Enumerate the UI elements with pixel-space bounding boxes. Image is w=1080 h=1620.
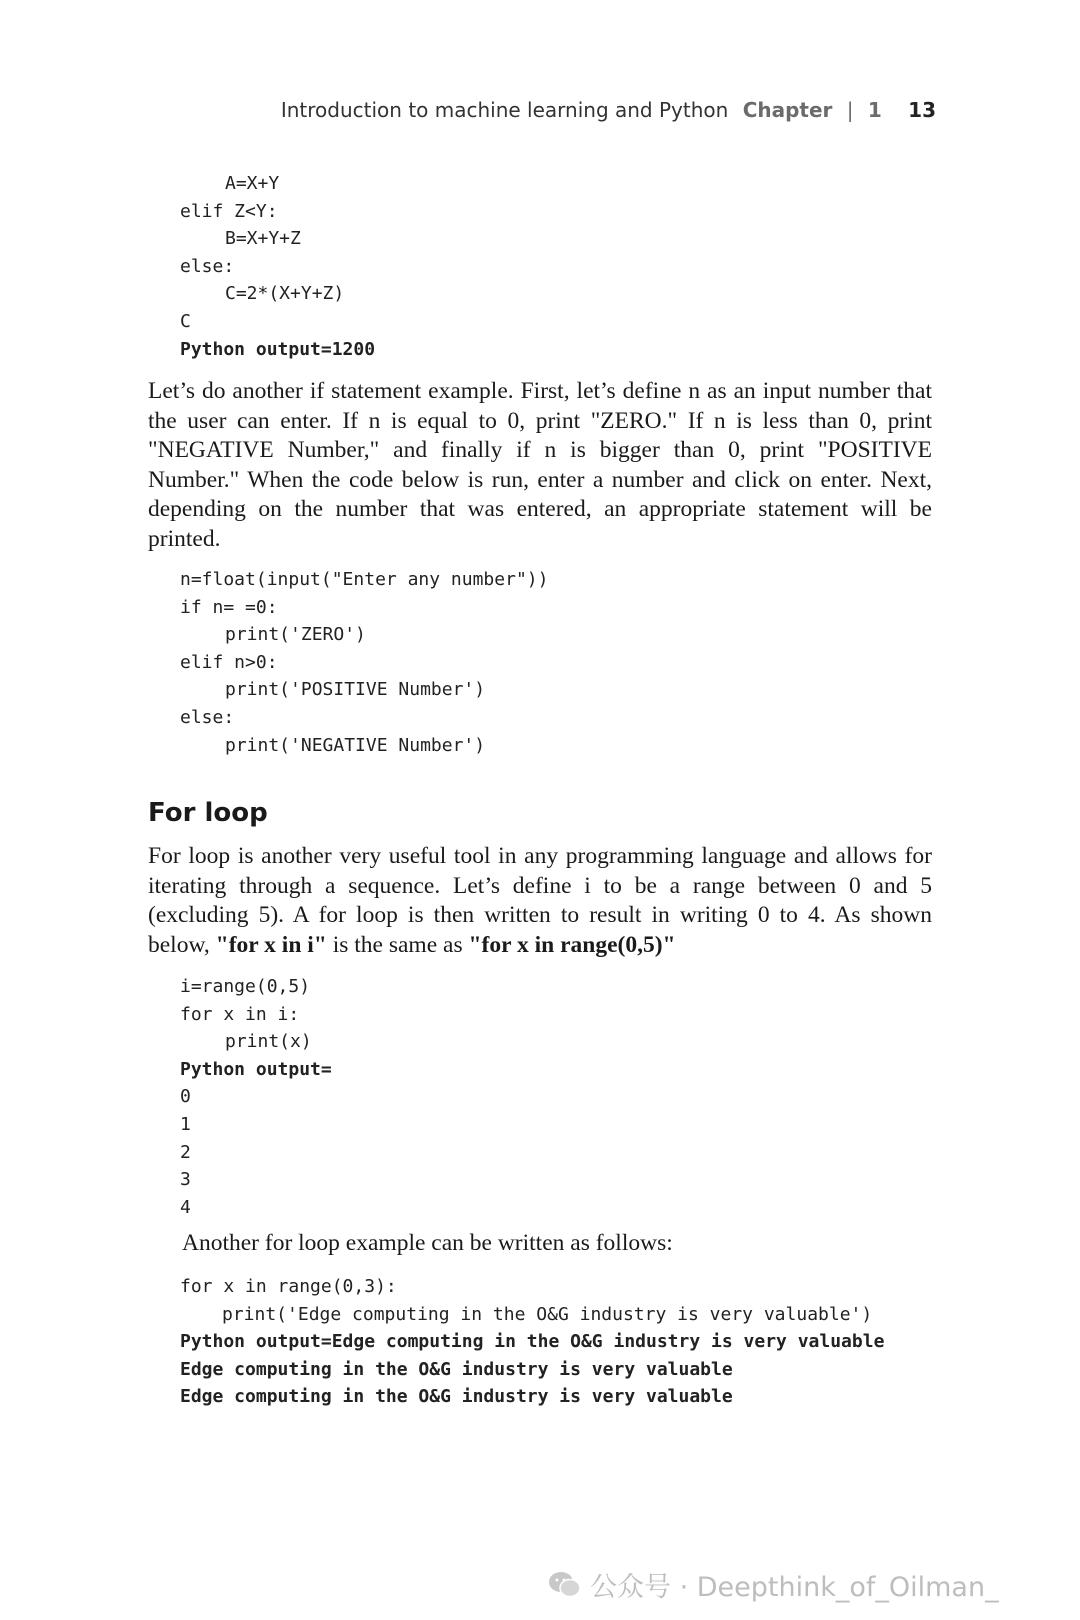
python-output: Python output=1200 [180,338,376,360]
paragraph-text: For loop is another very useful tool in any programming language and allows for iterating through a sequence. Let’s define i to be a range between 0 and 5 (excluding 5). A for loop is then written to result in writing 0 to 4. As shown below, [148,843,932,958]
chapter-number: 1 [867,98,882,122]
running-head [281,98,936,122]
wechat-logo-icon [548,1570,582,1600]
output-line: 0 [180,1086,191,1108]
code-line: elif n>0: [180,651,278,673]
code-line: print('Edge computing in the O&G industry is very valuable') [222,1303,873,1325]
section-heading: For loop [148,798,268,828]
python-output: Python output= [180,1058,332,1080]
python-output: Python output=Edge computing in the O&G industry is very valuable [180,1331,885,1353]
output-line: 4 [180,1196,191,1218]
output-line: Edge computing in the O&G industry is very valuable [180,1358,733,1380]
code-line: print('POSITIVE Number') [225,679,486,701]
code-line: elif Z<Y: [180,200,278,222]
code-line: print(x) [225,1031,312,1053]
output-line: Edge computing in the O&G industry is very valuable [180,1386,733,1408]
watermark [548,1565,999,1604]
code-line: print('NEGATIVE Number') [225,734,486,756]
chapter-label: Chapter [742,98,833,122]
output-line: 3 [180,1169,191,1191]
code-line: C=2*(X+Y+Z) [225,283,345,305]
code-line: n=float(input("Enter any number")) [180,569,549,590]
bold-code-ref: "for x in range(0,5)" [468,931,676,958]
paragraph-text: is the same as [326,931,469,958]
code-line: B=X+Y+Z [225,228,301,250]
paragraph-for-loop [148,842,932,960]
paragraph-if-example: Let’s do another if statement example. First, let’s define n as an input number that the user can enter. If n is equal to 0, print "ZERO." If n is less than 0, print "NEGATIVE Number," and finally if n is bigger than 0, print "POSITIVE Number." When the code below is run, enter a number and click on enter. Next, depending on the number that was entered, an appropriate statement will be printed. [148,378,932,552]
code-block-for-range [180,973,332,1221]
code-line: A=X+Y [225,173,280,194]
code-line: C [180,310,191,332]
page-number: 13 [908,98,936,122]
code-line: if n= =0: [180,596,278,618]
code-line: print('ZERO') [225,624,366,646]
code-block-input-number [180,566,548,759]
watermark-text: 公众号 · Deepthink_of_Oilman_ [590,1572,999,1603]
code-line: for x in range(0,3): [180,1276,397,1297]
header-separator: | [846,98,854,122]
paragraph-another-example: Another for loop example can be written as follows: [182,1230,673,1256]
code-line: i=range(0,5) [180,976,311,997]
output-line: 2 [180,1141,191,1163]
book-title: Introduction to machine learning and Python [280,98,729,122]
bold-code-ref: "for x in i" [215,931,327,958]
code-line: else: [180,255,235,277]
code-line: for x in i: [180,1003,300,1025]
code-block-if-else [180,170,375,363]
output-line: 1 [180,1113,191,1135]
code-block-edge-computing [180,1273,884,1411]
code-line: else: [180,706,235,728]
